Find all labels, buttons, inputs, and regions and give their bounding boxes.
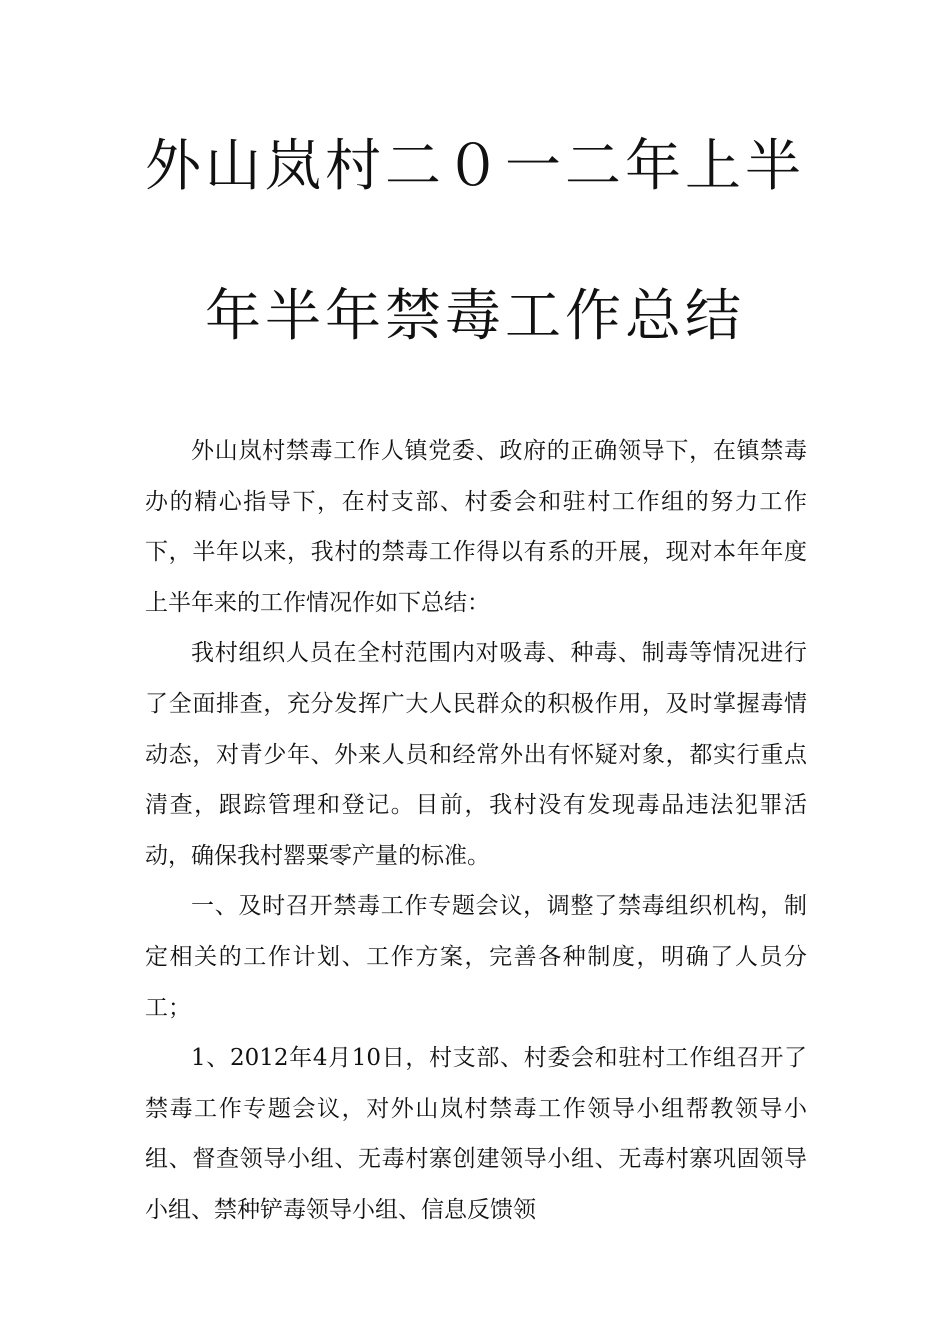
document-title-line-2: 年半年禁毒工作总结 [205, 284, 745, 349]
paragraph-section-one: 一、及时召开禁毒工作专题会议，调整了禁毒组织机构，制定相关的工作计划、工作方案，完善各种制度，明确了人员分工； [145, 893, 807, 1021]
document-body [145, 426, 807, 1236]
paragraph-item-one: 1、2012年4月10日，村支部、村委会和驻村工作组召开了禁毒工作专题会议，对外山岚村禁毒工作领导小组帮教领导小组、督查领导小组、无毒村寨创建领导小组、无毒村寨巩固领导小组、禁种铲毒领导小组、信息反馈领 [145, 1045, 807, 1223]
paragraph-intro: 外山岚村禁毒工作人镇党委、政府的正确领导下，在镇禁毒办的精心指导下，在村支部、村委会和驻村工作组的努力工作下，半年以来，我村的禁毒工作得以有系的开展，现对本年年度上半年来的工作情况作如下总结： [145, 438, 807, 616]
document-title-line-1: 外山岚村二０一二年上半 [145, 134, 805, 199]
paragraph-investigation: 我村组织人员在全村范围内对吸毒、种毒、制毒等情况进行了全面排查，充分发挥广大人民群众的积极作用，及时掌握毒情动态，对青少年、外来人员和经常外出有怀疑对象，都实行重点清查，跟踪管理和登记。目前，我村没有发现毒品违法犯罪活动，确保我村罂粟零产量的标准。 [145, 640, 807, 869]
